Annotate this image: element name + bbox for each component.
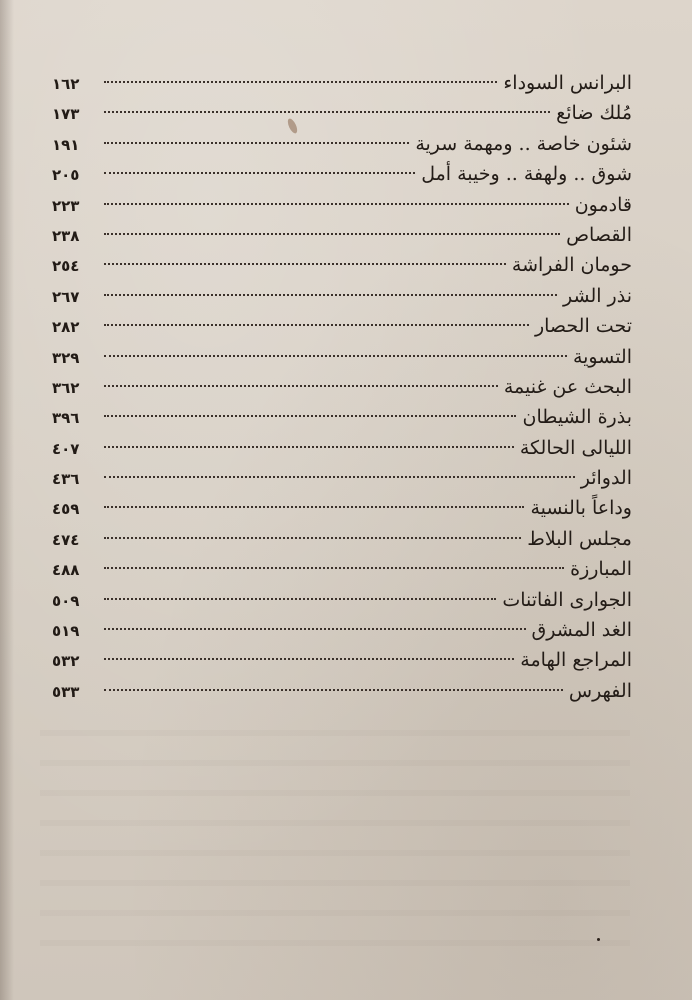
toc-entry-page: ٤٨٨ [52,561,80,580]
toc-entry [52,493,632,523]
toc-entry-page: ٢٢٣ [52,196,80,215]
toc-entry-page: ٤٥٩ [52,500,80,519]
toc-entry-page: ٥٠٩ [52,591,80,610]
toc-entry-title: تحت الحصار [534,315,632,338]
toc-entry-page: ٤٣٦ [52,470,80,489]
toc-entry [52,220,632,250]
toc-entry-page: ٥٣٣ [52,682,80,701]
show-through-text [40,730,630,960]
toc-entry-title: القصاص [566,223,632,246]
toc-entry-title: بذرة الشيطان [522,406,632,429]
toc-entry [52,615,632,645]
toc-entry [52,250,632,280]
dot-leader [104,324,529,326]
dot-leader [104,385,498,387]
toc-entry-page: ١٧٣ [52,105,80,124]
toc-entry [52,585,632,615]
toc-entry-title: المراجع الهامة [520,649,632,672]
toc-entry-title: نذر الشر [563,284,632,307]
toc-entry-page: ١٩١ [52,135,80,154]
table-of-contents [52,68,632,706]
toc-entry-page: ١٦٢ [52,75,80,93]
toc-entry-page: ٢٨٢ [52,318,80,337]
toc-entry [52,554,632,584]
toc-entry [52,372,632,402]
toc-entry-page: ٤٠٧ [52,439,80,458]
toc-entry-title: البرانس السوداء [503,72,632,94]
toc-entry-page: ٤٧٤ [52,530,80,549]
toc-entry-page: ٢٦٧ [52,287,80,306]
dot-leader [104,415,516,417]
toc-entry-title: حومان الفراشة [511,254,632,277]
dot-leader [104,446,514,448]
toc-entry-title: شوق .. ولهفة .. وخيبة أمل [421,163,632,186]
toc-entry-page: ٢٠٥ [52,166,80,185]
toc-entry-title: الدوائر [580,467,632,490]
dot-leader [104,689,563,691]
toc-entry-title: شئون خاصة .. ومهمة سرية [415,132,632,155]
dot-leader [104,537,521,539]
toc-entry-page: ٥٣٢ [52,652,80,671]
dot-leader [104,233,560,235]
dot-leader [104,263,506,265]
dot-leader [104,203,569,205]
dot-leader [104,355,567,357]
toc-entry-title: البحث عن غنيمة [503,375,632,398]
toc-entry [52,342,632,372]
toc-entry [52,190,632,220]
toc-entry-title: المبارزة [570,558,632,581]
toc-entry [52,402,632,432]
toc-entry-title: الليالى الحالكة [519,436,632,459]
toc-entry [52,645,632,675]
dot-leader [104,598,496,600]
toc-entry-page: ٣٢٩ [52,348,80,367]
dot-leader [104,294,557,296]
toc-entry [52,68,632,98]
toc-entry-page: ٣٩٦ [52,409,80,428]
toc-entry [52,159,632,189]
toc-entry [52,281,632,311]
toc-entry [52,676,632,706]
toc-entry-page: ٥١٩ [52,622,80,641]
dot-leader [104,142,409,144]
dot-leader [104,476,575,478]
toc-entry [52,98,632,128]
dot-leader [104,567,564,569]
toc-entry-title: مجلس البلاط [527,527,632,550]
dot-leader [104,81,497,83]
toc-entry-title: الغد المشرق [531,619,632,642]
dot-leader [104,172,415,174]
toc-entry-title: قادمون [574,193,632,216]
toc-entry-title: مُلك ضائع [556,102,632,125]
toc-entry [52,524,632,554]
toc-entry-title: التسوية [572,345,632,368]
toc-entry-title: وداعاً بالنسية [530,497,632,520]
toc-entry-title: الفهرس [568,679,632,702]
dot-leader [104,111,550,113]
toc-entry-page: ٣٦٢ [52,378,80,397]
toc-entry-title: الجوارى الفاتنات [502,588,632,611]
dot-leader [104,506,524,508]
dot-leader [104,658,514,660]
dot-leader [104,628,526,630]
page-speck [597,938,600,941]
toc-entry-page: ٢٣٨ [52,226,80,245]
toc-entry-page: ٢٥٤ [52,257,80,276]
toc-entry [52,433,632,463]
toc-entry [52,463,632,493]
toc-entry [52,311,632,341]
toc-entry [52,129,632,159]
